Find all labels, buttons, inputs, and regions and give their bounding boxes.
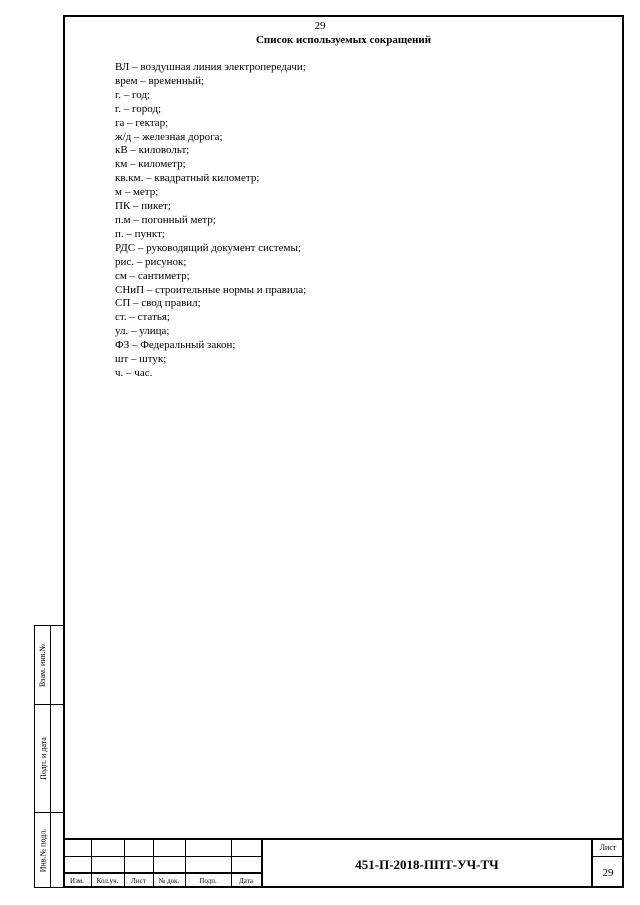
list-item: ВЛ – воздушная линия электропередачи;: [115, 61, 306, 73]
page-number: 29: [314, 20, 326, 32]
list-item: ст. – статья;: [115, 311, 170, 324]
list-item: м – метр;: [115, 186, 159, 199]
list-item: км – километр;: [115, 158, 186, 171]
title-block-rule: [63, 856, 262, 857]
col-ndok: № док.: [158, 877, 180, 885]
side-label-inv-orig: Инв.№ подл.: [38, 828, 48, 873]
abbreviation-list: [115, 61, 306, 381]
side-divider: [50, 626, 51, 887]
list-item: СП – свод правил;: [115, 297, 201, 310]
list-item: п. – пункт;: [115, 227, 165, 240]
side-label-inv-sub: Взам. инв.№: [38, 643, 48, 687]
list-item: см – сантиметр;: [115, 269, 190, 282]
list-item: ул. – улица;: [115, 325, 170, 338]
list-item: ч. – час.: [115, 366, 153, 379]
title-block: [63, 838, 624, 888]
col-data: Дата: [239, 877, 253, 885]
list-item: врем – временный;: [115, 74, 205, 87]
list-item: г. – город;: [115, 102, 162, 115]
list-item: шт – штук;: [115, 353, 167, 366]
list-item: кв.км. – квадратный километр;: [115, 172, 260, 185]
col-podp: Подп.: [199, 877, 217, 885]
list-item: ПК – пикет;: [115, 200, 171, 213]
side-label-sign-date: Подп. и дата: [38, 736, 48, 780]
list-item: га – гектар;: [115, 116, 169, 129]
page-title: Список используемых сокращений: [255, 34, 432, 46]
col-kol-uch: Кол.уч.: [96, 877, 119, 885]
list-item: РДС – руководящий документ системы;: [115, 241, 301, 254]
sheet-number: 29: [602, 867, 614, 879]
sheet-label: Лист: [599, 843, 617, 852]
list-item: СНиП – строительные нормы и правила;: [115, 283, 307, 296]
list-item: кВ – киловольт;: [115, 144, 190, 157]
list-item: рис. – рисунок;: [115, 255, 187, 268]
document-code: 451-П-2018-ППТ-УЧ-ТЧ: [355, 857, 499, 872]
list-item: ФЗ – Федеральный закон;: [115, 339, 236, 352]
side-stamp: [34, 625, 63, 888]
col-izm: Изм.: [70, 877, 84, 885]
list-item: г. – год;: [115, 88, 151, 101]
list-item: ж/д – железная дорога;: [115, 130, 223, 143]
list-item: п.м – погонный метр;: [115, 213, 216, 226]
col-list: Лист: [131, 877, 146, 885]
